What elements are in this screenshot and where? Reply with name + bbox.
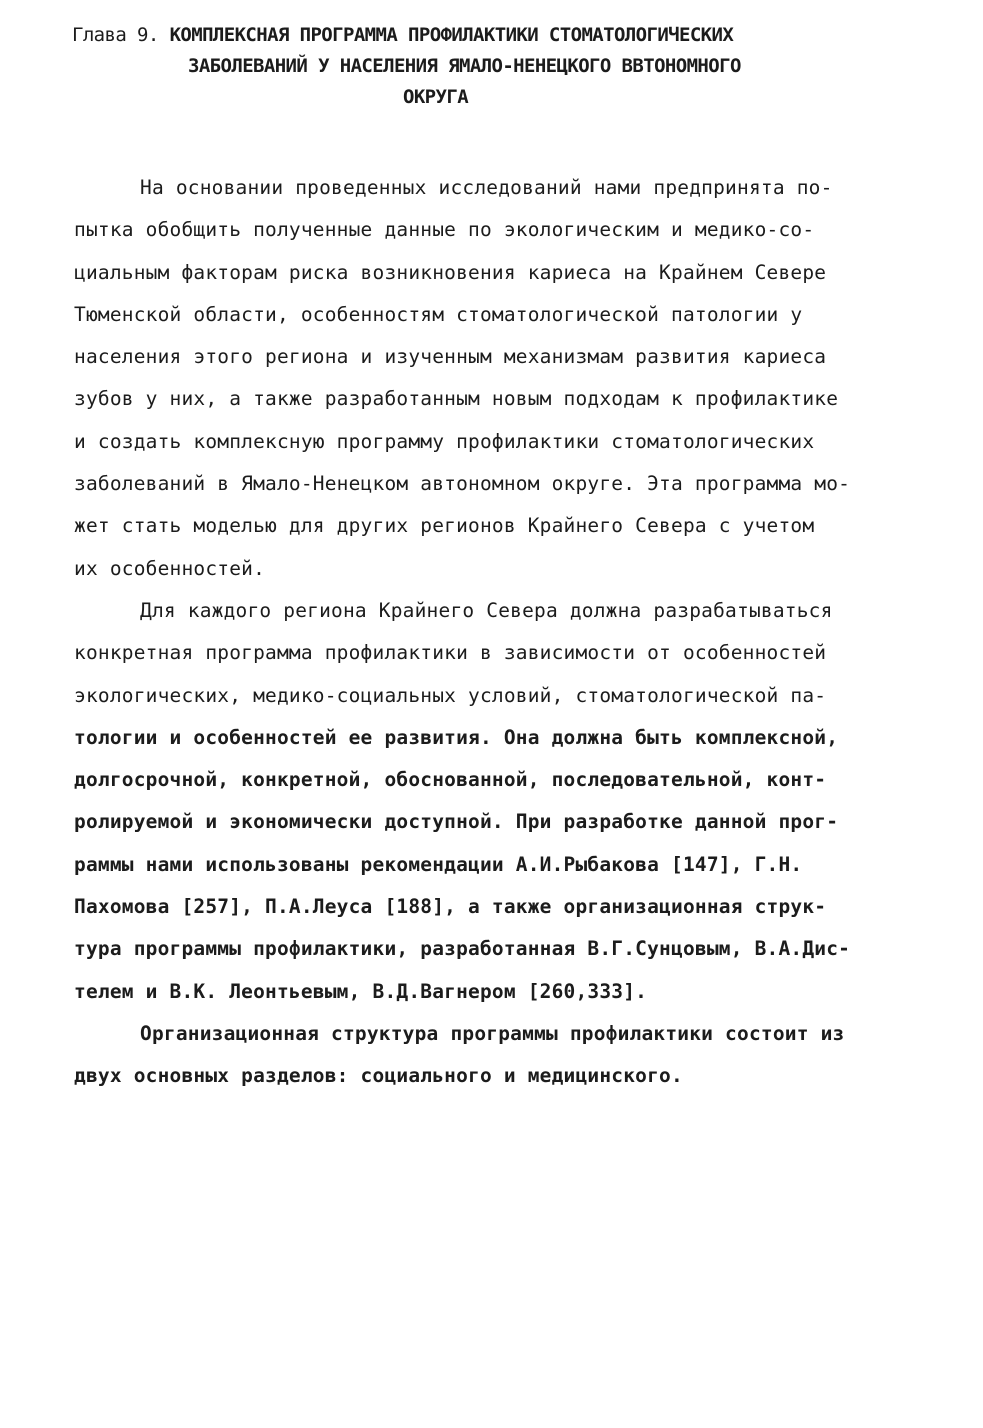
text-line: Тюменской области, особенностям стоматологической патологии у	[74, 302, 803, 326]
chapter-title-part-3: ОКРУГА	[403, 86, 469, 108]
text-line: циальным факторам риска возникновения кариеса на Крайнем Севере	[74, 260, 827, 284]
text-line: Пахомова [257], П.А.Леуса [188], а также организационная струк-	[74, 895, 827, 919]
chapter-title-part-2: ЗАБОЛЕВАНИЙ У НАСЕЛЕНИЯ ЯМАЛО-НЕНЕЦКОГО ВВТОНОМНОГО	[188, 55, 741, 77]
text-line: тологии и особенностей ее развития. Она должна быть комплексной,	[74, 725, 839, 749]
text-line: На основании проведенных исследований нами предпринята по-	[140, 176, 833, 199]
chapter-number: Глава 9.	[72, 24, 170, 46]
text-line: населения этого региона и изученным механизмам развития кариеса	[74, 345, 827, 369]
text-line: Организационная структура программы профилактики состоит из	[140, 1021, 845, 1045]
text-line: экологических, медико-социальных условий, стоматологической па-	[74, 683, 827, 707]
chapter-heading	[72, 20, 952, 113]
paragraph-2	[74, 590, 924, 1013]
text-line: пытка обобщить полученные данные по экологическим и медико-со-	[74, 218, 815, 242]
text-line: и создать комплексную программу профилактики стоматологических	[74, 429, 815, 453]
text-line: тура программы профилактики, разработанная В.Г.Сунцовым, В.А.Дис-	[74, 937, 851, 961]
chapter-title-part-1: КОМПЛЕКСНАЯ ПРОГРАММА ПРОФИЛАКТИКИ СТОМАТОЛОГИЧЕСКИХ	[169, 24, 734, 46]
text-line: заболеваний в Ямало-Ненецком автономном округе. Эта программа мо-	[74, 472, 851, 496]
text-line: жет стать моделью для других регионов Крайнего Севера с учетом	[74, 514, 815, 538]
text-line: телем и В.К. Леонтьевым, В.Д.Вагнером [260,333].	[74, 979, 648, 1003]
text-line: конкретная программа профилактики в зависимости от особенностей	[74, 641, 827, 665]
paragraph-3	[74, 1013, 924, 1098]
paragraph-1	[74, 167, 924, 590]
text-line: двух основных разделов: социального и медицинского.	[74, 1064, 683, 1088]
text-line: ролируемой и экономически доступной. При разработке данной прог-	[74, 810, 839, 834]
text-line: зубов у них, а также разработанным новым подходам к профилактике	[74, 387, 839, 411]
body-text	[74, 167, 924, 1098]
heading-line-1	[72, 20, 952, 51]
text-line: раммы нами использованы рекомендации А.И.Рыбакова [147], Г.Н.	[74, 852, 803, 876]
text-line: долгосрочной, конкретной, обоснованной, последовательной, конт-	[74, 768, 827, 792]
text-line: Для каждого региона Крайнего Севера должна разрабатываться	[140, 598, 833, 622]
text-line: их особенностей.	[74, 556, 266, 580]
